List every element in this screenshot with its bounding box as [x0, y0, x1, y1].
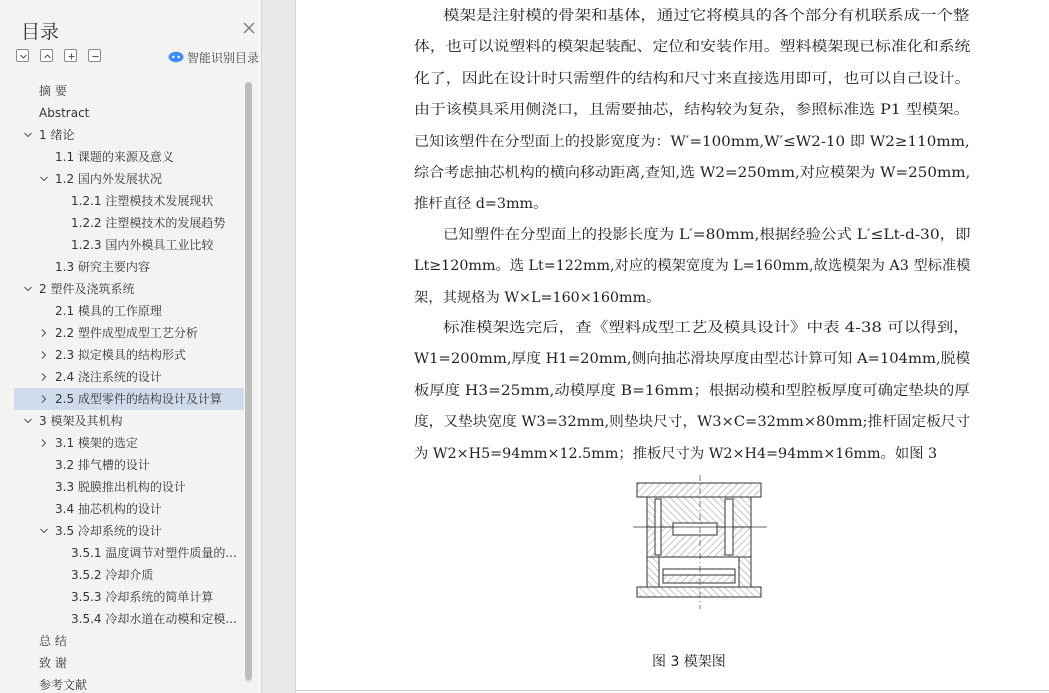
toc-scrollbar-thumb[interactable]	[245, 82, 252, 680]
chevron-down-icon[interactable]	[23, 416, 33, 426]
toc-item-label: Abstract	[39, 106, 90, 120]
toc-item-label: 3.3 脱膜推出机构的设计	[55, 480, 186, 494]
toc-item-label: 致 谢	[39, 656, 67, 670]
remove-heading-button[interactable]	[88, 49, 101, 62]
collapse-all-button[interactable]	[40, 49, 53, 62]
toc-item[interactable]	[14, 124, 244, 146]
toc-item-label: 3.5.2 冷却介质	[71, 568, 154, 582]
toc-item[interactable]	[14, 80, 244, 102]
toc-item[interactable]	[14, 102, 244, 124]
close-toc-button[interactable]	[240, 19, 258, 37]
chevron-down-icon	[18, 51, 29, 62]
text-line: 由于该模具采用侧浇口，且需要抽芯，结构较为复杂，参照标准选 P1 型模架。	[414, 102, 970, 119]
toc-item-label: 3.1 模架的选定	[55, 436, 138, 450]
toc-item[interactable]	[14, 300, 244, 322]
text-line: 度，又垫块宽度 W3=32mm,则垫块尺寸，W3×C=32mm×80mm;推杆固定板尺寸	[414, 414, 971, 431]
toc-item-label: 1.2.3 国内外模具工业比较	[71, 238, 214, 252]
toc-item[interactable]	[14, 586, 244, 608]
toc-title: 目录	[21, 21, 60, 43]
toc-item[interactable]	[14, 410, 244, 432]
toc-tree	[14, 80, 246, 693]
toc-item[interactable]	[14, 652, 244, 674]
toc-item[interactable]	[14, 498, 244, 520]
text-line: 综合考虑抽芯机构的横向移动距离,查知,选 W2=250mm,对应模架为 W=250mm,	[414, 165, 971, 181]
toc-item-label: 2.1 模具的工作原理	[55, 304, 162, 318]
toc-item-label: 2.5 成型零件的结构设计及计算	[55, 392, 222, 406]
toc-item[interactable]	[14, 432, 244, 454]
toc-item[interactable]	[14, 168, 244, 190]
document-page	[295, 0, 1049, 693]
toc-item-label: 3.5.3 冷却系统的简单计算	[71, 590, 214, 604]
minus-icon	[90, 51, 101, 62]
toc-item[interactable]	[14, 366, 244, 388]
chevron-up-icon	[42, 51, 53, 62]
toc-item-label: 1 绪论	[39, 128, 75, 142]
toc-item-label: 1.3 研究主要内容	[55, 260, 150, 274]
toc-item[interactable]	[14, 608, 244, 630]
text-line: 推杆直径 d=3mm。	[414, 196, 548, 213]
toc-item[interactable]	[14, 212, 244, 234]
mold-base-figure	[633, 475, 767, 609]
expand-all-button[interactable]	[16, 49, 29, 62]
toc-item-label: 3.2 排气槽的设计	[55, 458, 150, 472]
toc-scrollbar[interactable]	[245, 82, 252, 682]
text-line: 体，也可以说塑料的模架起装配、定位和安装作用。塑料模架现已标准化和系统	[414, 39, 971, 56]
text-line: 已知塑件在分型面上的投影长度为 L′=80mm,根据经验公式 L′≤Lt-d-30，即	[443, 227, 971, 243]
add-heading-button[interactable]	[64, 49, 77, 62]
text-line: 架，其规格为 W×L=160×160mm。	[414, 289, 661, 306]
toc-item-label: 总 结	[39, 634, 67, 648]
text-line: Lt≥120mm。选 Lt=122mm,对应的模架宽度为 L=160mm,故选模架为 A3 型标准模	[414, 258, 971, 275]
toc-item-label: 3.4 抽芯机构的设计	[55, 502, 162, 516]
document-background	[262, 0, 295, 693]
chevron-down-icon[interactable]	[39, 174, 49, 184]
text-line: 为 W2×H5=94mm×12.5mm；推板尺寸为 W2×H4=94mm×16mm。如图 3	[414, 445, 938, 462]
text-line: W1=200mm,厚度 H1=20mm,侧向抽芯滑块厚度由型芯计算可知 A=104mm,脱模	[414, 351, 971, 368]
toc-item[interactable]	[14, 630, 244, 652]
chevron-right-icon[interactable]	[39, 350, 49, 360]
chevron-down-icon[interactable]	[23, 130, 33, 140]
toc-panel	[0, 0, 262, 693]
toc-item-label: 1.1 课题的来源及意义	[55, 150, 174, 164]
text-line: 板厚度 H3=25mm,动模厚度 B=16mm；根据动模和型腔板厚度可确定垫块的厚	[414, 382, 970, 399]
toc-item[interactable]	[14, 234, 244, 256]
toc-item-label: 1.2.1 注塑模技术发展现状	[71, 194, 214, 208]
chevron-right-icon[interactable]	[39, 372, 49, 382]
text-line: 模架是注射模的骨架和基体，通过它将模具的各个部分有机联系成一个整	[443, 8, 970, 24]
close-icon	[240, 19, 258, 37]
toc-item[interactable]	[14, 344, 244, 366]
toc-item[interactable]	[14, 454, 244, 476]
toc-item[interactable]	[14, 476, 244, 498]
text-line: 标准模架选完后，查《塑料成型工艺及模具设计》中表 4-38 可以得到，	[443, 320, 970, 336]
toc-item-label: 2 塑件及浇筑系统	[39, 282, 135, 296]
chevron-right-icon[interactable]	[39, 394, 49, 404]
text-line: 已知该塑件在分型面上的投影宽度为：W′=100mm,W′≤W2-10 即 W2≥110mm,	[414, 133, 970, 150]
toc-item[interactable]	[14, 278, 244, 300]
toc-item-label: 3.5.4 冷却水道在动模和定模...	[71, 612, 237, 626]
toc-item[interactable]	[14, 542, 244, 564]
chevron-down-icon[interactable]	[39, 526, 49, 536]
toc-item-label: 3.5 冷却系统的设计	[55, 524, 162, 538]
smart-recognize-label: 智能识别目录	[187, 51, 260, 65]
text-line: 化了，因此在设计时只需塑件的结构和尺寸来直接选用即可，也可以自己设计。	[414, 70, 971, 87]
toc-item[interactable]	[14, 256, 244, 278]
plus-icon	[66, 51, 77, 62]
toc-item-label: 3.5.1 温度调节对塑件质量的...	[71, 546, 237, 560]
toc-item[interactable]	[14, 190, 244, 212]
chevron-down-icon[interactable]	[23, 284, 33, 294]
toc-item-label: 2.3 拟定模具的结构形式	[55, 348, 186, 362]
toc-item[interactable]	[14, 322, 244, 344]
toc-item[interactable]	[14, 146, 244, 168]
toc-item[interactable]	[14, 564, 244, 586]
toc-item-label: 2.2 塑件成型成型工艺分析	[55, 326, 198, 340]
toc-item-label: 1.2 国内外发展状况	[55, 172, 162, 186]
figure-caption: 图 3 模架图	[652, 654, 726, 670]
ai-cloud-icon	[168, 50, 184, 63]
toc-item-label: 1.2.2 注塑模技术的发展趋势	[71, 216, 226, 230]
page-divider	[296, 690, 1049, 691]
toc-item[interactable]	[14, 520, 244, 542]
toc-item[interactable]	[14, 674, 244, 693]
toc-item-label: 参考文献	[39, 678, 88, 692]
toc-item-label: 3 模架及其机构	[39, 414, 123, 428]
toc-item[interactable]	[14, 388, 244, 410]
toc-item-label: 2.4 浇注系统的设计	[55, 370, 162, 384]
toc-item-label: 摘 要	[39, 84, 67, 98]
chevron-right-icon[interactable]	[39, 328, 49, 338]
chevron-right-icon[interactable]	[39, 438, 49, 448]
